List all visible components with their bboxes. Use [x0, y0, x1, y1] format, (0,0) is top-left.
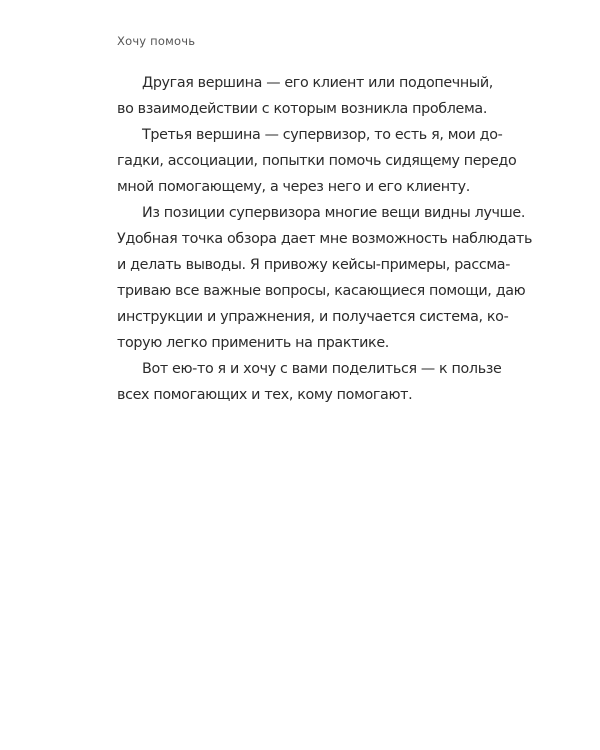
paragraph — [117, 356, 502, 408]
text-line: Удобная точка обзора дает мне возможность наблюдать — [117, 231, 533, 247]
text-line: всех помогающих и тех, кому помогают. — [117, 387, 413, 403]
text-line: триваю все важные вопросы, касающиеся помощи, даю — [117, 283, 526, 299]
paragraph — [117, 70, 493, 122]
text-line: инструкции и упражнения, и получается система, ко- — [117, 309, 509, 325]
paragraph — [117, 122, 517, 200]
paragraph — [117, 200, 533, 356]
body-text — [117, 70, 533, 408]
text-line: гадки, ассоциации, попытки помочь сидящему передо — [117, 153, 517, 169]
text-line: Из позиции супервизора многие вещи видны лучше. — [142, 205, 526, 221]
text-line: мной помогающему, а через него и его клиенту. — [117, 179, 470, 195]
text-line: и делать выводы. Я привожу кейсы-примеры, рассма- — [117, 257, 511, 273]
running-header: Хочу помочь — [117, 34, 196, 48]
text-line: Вот ею-то я и хочу с вами поделиться — к пользе — [142, 361, 502, 377]
text-line: Другая вершина — его клиент или подопечный, — [142, 75, 493, 91]
text-line: Третья вершина — супервизор, то есть я, мои до- — [142, 127, 503, 143]
text-line: торую легко применить на практике. — [117, 335, 389, 351]
text-line: во взаимодействии с которым возникла проблема. — [117, 101, 488, 117]
